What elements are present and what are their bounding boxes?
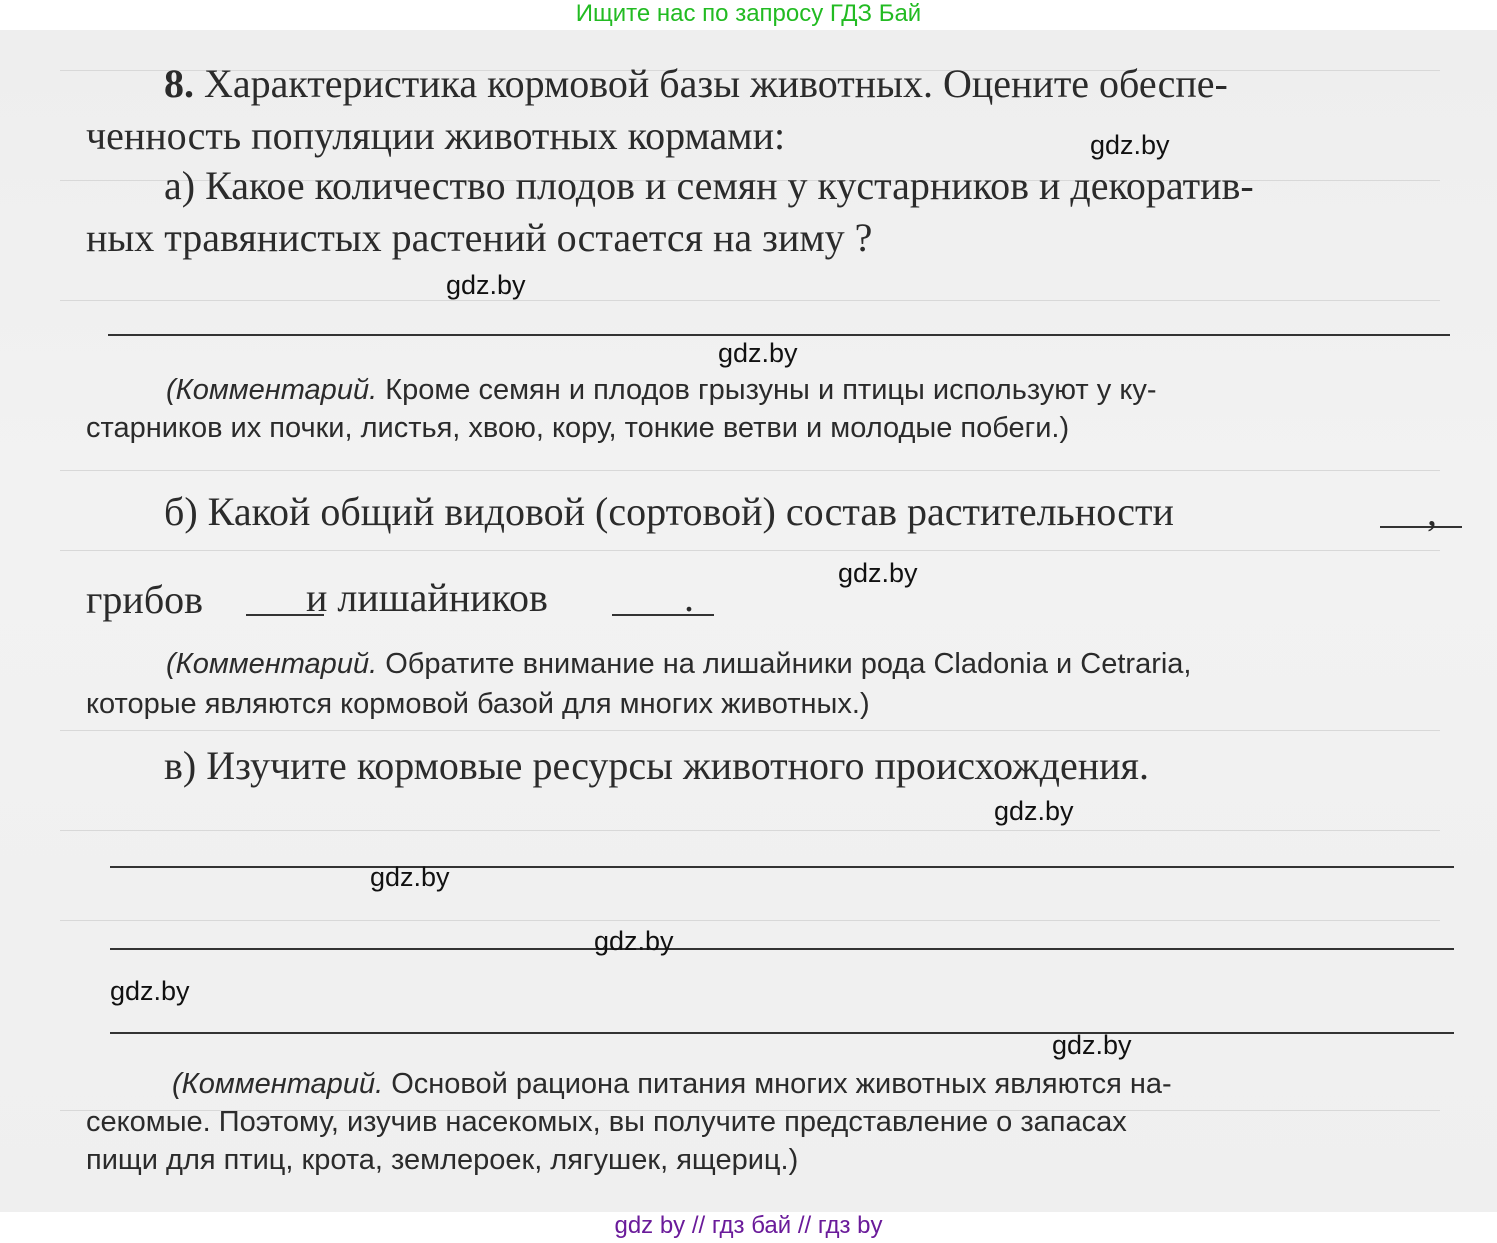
- comment-c-label: (Комментарий.: [172, 1068, 384, 1100]
- comment-a-line2: старников их почки, листья, хвою, кору, тонкие ветви и молодые побеги.): [86, 412, 1070, 444]
- bottom-banner[interactable]: gdz by // гдз бай // гдз by: [614, 1212, 883, 1239]
- watermark: gdz.by: [446, 270, 526, 300]
- watermark: gdz.by: [1052, 1030, 1132, 1060]
- comment-a-label: (Комментарий.: [166, 374, 378, 406]
- comment-a-text1: Кроме семян и плодов грызуны и птицы используют у ку-: [377, 374, 1157, 406]
- comment-a-line1: [166, 372, 1157, 408]
- comment-c-line3: пищи для птиц, крота, землероек, лягушек, ящериц.): [86, 1144, 799, 1176]
- answer-line-a[interactable]: [108, 334, 1450, 336]
- comment-b-label: (Комментарий.: [166, 648, 378, 680]
- comment-c-line1: [172, 1066, 1172, 1102]
- question-a-line2: ных травянистых растений остается на зиму ?: [86, 215, 873, 260]
- question-b-lichens: и лишайников: [306, 575, 548, 620]
- comment-b-line1: [166, 646, 1191, 682]
- task-number: 8.: [164, 61, 194, 106]
- question-a-line1: а) Какое количество плодов и семян у кустарников и декоратив-: [164, 163, 1254, 208]
- task-title-line1: [164, 60, 1228, 108]
- bleed-line: [60, 830, 1440, 831]
- bleed-line: [60, 300, 1440, 301]
- answer-line-c3[interactable]: [110, 1032, 1454, 1034]
- answer-line-c1[interactable]: [110, 866, 1454, 868]
- comment-b-line2: которые являются кормовой базой для многих животных.): [86, 688, 870, 720]
- watermark: gdz.by: [370, 862, 450, 892]
- watermark: gdz.by: [110, 976, 190, 1006]
- answer-line-c2[interactable]: [110, 948, 1454, 950]
- comment-c-text1: Основой рациона питания многих животных являются на-: [383, 1068, 1172, 1100]
- question-b-fungi: грибов: [86, 577, 204, 622]
- answer-blank-lichens[interactable]: [612, 614, 714, 616]
- question-b-comma: ,: [1427, 489, 1437, 534]
- bleed-line: [60, 920, 1440, 921]
- comment-b-text1: Обратите внимание на лишайники рода Cladonia и Cetraria,: [377, 648, 1192, 680]
- watermark: gdz.by: [994, 796, 1074, 826]
- question-b-line1: б) Какой общий видовой (сортовой) состав растительности: [164, 489, 1174, 534]
- watermark: gdz.by: [594, 926, 674, 956]
- question-c: в) Изучите кормовые ресурсы животного происхождения.: [164, 743, 1149, 788]
- question-b-period: .: [684, 575, 694, 620]
- bleed-line: [60, 550, 1440, 551]
- bleed-line: [60, 470, 1440, 471]
- answer-blank-vegetation[interactable]: [1380, 526, 1462, 528]
- comment-c-line2: секомые. Поэтому, изучив насекомых, вы получите представление о запасах: [86, 1106, 1127, 1138]
- bleed-line: [60, 730, 1440, 731]
- task-title-text: Характеристика кормовой базы животных. Оцените обеспе-: [204, 61, 1228, 106]
- top-banner[interactable]: Ищите нас по запросу ГДЗ Бай: [575, 0, 922, 27]
- watermark: gdz.by: [718, 338, 798, 368]
- watermark: gdz.by: [1090, 130, 1170, 160]
- watermark: gdz.by: [838, 558, 918, 588]
- task-title-line2: ченность популяции животных кормами:: [86, 113, 786, 158]
